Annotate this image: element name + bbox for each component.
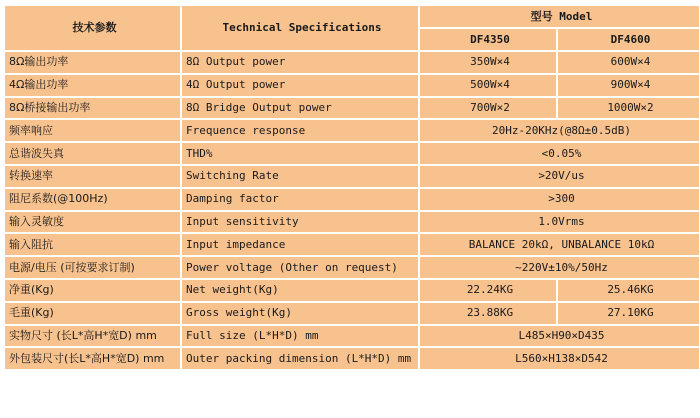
param-name-en: Switching Rate	[182, 166, 418, 187]
param-value-df4600: 1000W×2	[558, 98, 699, 119]
param-name-zh: 8Ω输出功率	[5, 52, 180, 73]
param-name-zh: 电源/电压 (可按要求订制)	[5, 257, 180, 278]
param-name-en: 4Ω Output power	[182, 75, 418, 96]
param-value-shared: <0.05%	[420, 143, 699, 164]
param-name-en: Net weight(Kg)	[182, 280, 418, 301]
param-value-df4350: 22.24KG	[420, 280, 556, 301]
param-name-en: Full size (L*H*D) mm	[182, 326, 418, 347]
param-name-zh: 净重(Kg)	[5, 280, 180, 301]
param-value-shared: BALANCE 20kΩ, UNBALANCE 10kΩ	[420, 234, 699, 255]
param-name-zh: 8Ω桥接输出功率	[5, 98, 180, 119]
param-name-zh: 转换速率	[5, 166, 180, 187]
spec-row	[5, 348, 699, 369]
param-value-shared: >300	[420, 189, 699, 210]
param-value-df4350: 700W×2	[420, 98, 556, 119]
spec-row	[5, 143, 699, 164]
header-specs-en: Technical Specifications	[182, 6, 418, 50]
param-name-en: Power voltage (Other on request)	[182, 257, 418, 278]
spec-row	[5, 166, 699, 187]
spec-row	[5, 280, 699, 301]
spec-row	[5, 326, 699, 347]
param-name-zh: 总谐波失真	[5, 143, 180, 164]
spec-row	[5, 98, 699, 119]
param-name-zh: 输入阻抗	[5, 234, 180, 255]
param-value-df4600: 900W×4	[558, 75, 699, 96]
param-name-zh: 毛重(Kg)	[5, 303, 180, 324]
param-name-en: Input sensitivity	[182, 212, 418, 233]
param-value-shared: 1.0Vrms	[420, 212, 699, 233]
param-value-df4350: 23.88KG	[420, 303, 556, 324]
param-name-en: Frequence response	[182, 120, 418, 141]
param-name-en: Damping factor	[182, 189, 418, 210]
param-name-en: THD%	[182, 143, 418, 164]
spec-row	[5, 75, 699, 96]
header-row	[5, 6, 699, 27]
header-model-df4350: DF4350	[420, 29, 556, 50]
spec-row	[5, 212, 699, 233]
spec-table	[3, 4, 700, 371]
param-name-en: 8Ω Bridge Output power	[182, 98, 418, 119]
param-name-en: Gross weight(Kg)	[182, 303, 418, 324]
param-name-zh: 4Ω输出功率	[5, 75, 180, 96]
param-name-zh: 阻尼系数(@100Hz)	[5, 189, 180, 210]
param-value-df4600: 600W×4	[558, 52, 699, 73]
param-name-en: Input impedance	[182, 234, 418, 255]
spec-row	[5, 120, 699, 141]
param-name-zh: 输入灵敏度	[5, 212, 180, 233]
spec-row	[5, 234, 699, 255]
param-name-en: Outer packing dimension (L*H*D) mm	[182, 348, 418, 369]
param-value-shared: L485×H90×D435	[420, 326, 699, 347]
spec-row	[5, 303, 699, 324]
header-model-df4600: DF4600	[558, 29, 699, 50]
param-value-shared: ~220V±10%/50Hz	[420, 257, 699, 278]
param-name-zh: 频率响应	[5, 120, 180, 141]
param-name-zh: 外包装尺寸(长L*高H*宽D) mm	[5, 348, 180, 369]
param-value-df4350: 500W×4	[420, 75, 556, 96]
param-value-shared: 20Hz-20KHz(@8Ω±0.5dB)	[420, 120, 699, 141]
spec-row	[5, 189, 699, 210]
param-value-df4600: 27.10KG	[558, 303, 699, 324]
param-value-df4600: 25.46KG	[558, 280, 699, 301]
param-name-en: 8Ω Output power	[182, 52, 418, 73]
spec-row	[5, 52, 699, 73]
param-value-shared: >20V/us	[420, 166, 699, 187]
spec-table-container	[3, 4, 697, 414]
param-value-df4350: 350W×4	[420, 52, 556, 73]
header-params-zh: 技术参数	[5, 6, 180, 50]
param-name-zh: 实物尺寸 (长L*高H*宽D) mm	[5, 326, 180, 347]
header-model: 型号 Model	[420, 6, 699, 27]
param-value-shared: L560×H138×D542	[420, 348, 699, 369]
spec-row	[5, 257, 699, 278]
